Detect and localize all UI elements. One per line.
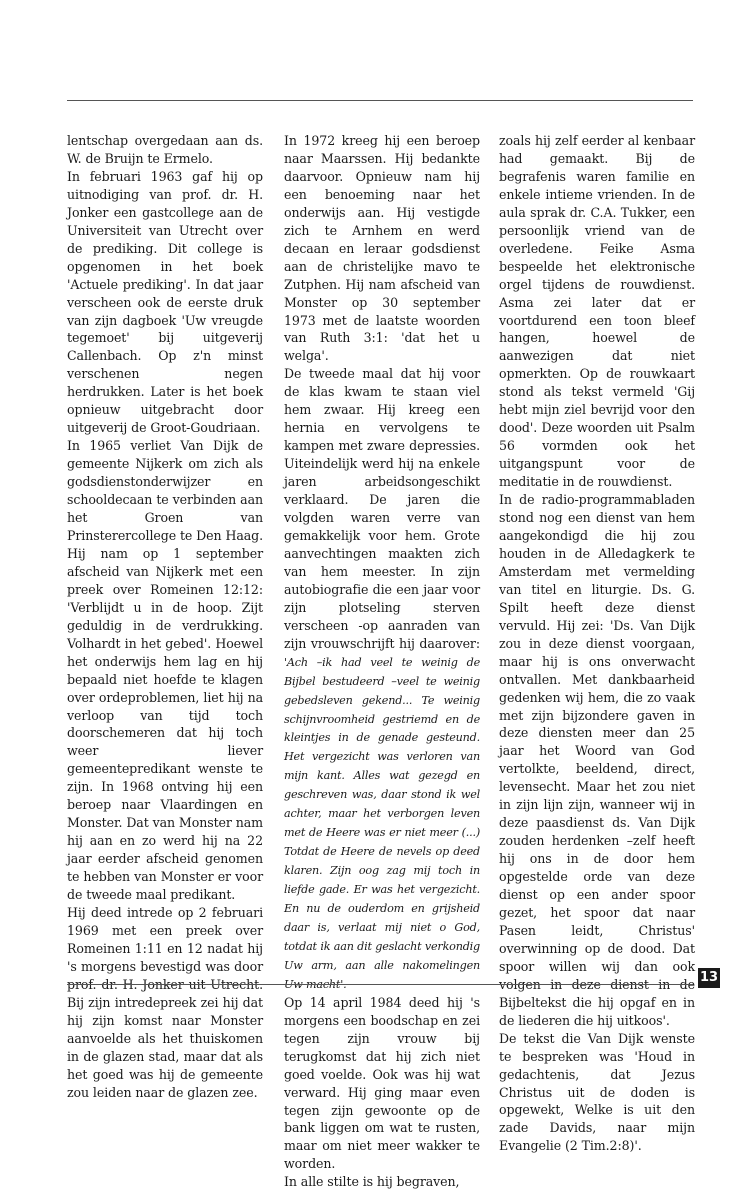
column-2 — [284, 132, 480, 1191]
paragraph: De tekst die Van Dijk wenste te bespreken was 'Houd in gedachtenis, dat Jezus Christus uit de doden is opgewekt, Welke is uit den zade Davids, naar mijn Evangelie (2 Tim.2:8)'. — [499, 1030, 695, 1154]
paragraph: In alle stilte is hij begraven, — [284, 1174, 460, 1190]
column-1 — [67, 132, 263, 1101]
quote: 'Ach –ik had veel te weinig de Bijbel bestudeerd –veel te weinig gebedsleven gekend... Te weinig schijnvroomheid gestriemd en de kleintjes in de genade gesteund. Het vergezicht was verloren van mijn kant. Alles wat gezegd en geschreven was, daar stond ik wel achter, maar het verborgen leven met de Heere was er niet meer (...) Totdat de Heere de nevels op deed klaren. Zijn oog zag mij toch in liefde gade. Er was het vergezicht. En nu de ouderdom en grijsheid daar is, verlaat mij niet o God, totdat ik aan dit geslacht verkondig Uw arm, aan alle nakomelingen Uw macht'. — [284, 655, 480, 991]
bottom-rule — [67, 984, 693, 985]
paragraph-text: De tweede maal dat hij voor de klas kwam te staan viel hem zwaar. Hij kreeg een hernia en vervolgens te kampen met zware depressies. Uiteindelijk werd hij na enkele jaren arbeidsongeschikt verklaard. De jaren die volgden waren verre van gemakkelijk voor hem. Grote aanvechtingen maakten zich van hem meester. In zijn autobiografie die een jaar voor zijn plotseling sterven verscheen -op aanraden van zijn vrouwschrijft hij daarover: — [284, 366, 480, 651]
top-rule — [67, 100, 693, 101]
paragraph: Op 14 april 1984 deed hij 's morgens een boodschap en zei tegen zijn vrouw bij terugkomst dat hij zich niet goed voelde. Ook was hij wat verward. Hij ging maar even tegen zijn gewoonte op de bank liggen om wat te rusten, maar om niet meer wakker te worden. — [284, 994, 480, 1172]
page-number: 13 — [698, 968, 720, 988]
paragraph: In 1972 kreeg hij een beroep naar Maarssen. Hij bedankte daarvoor. Opnieuw nam hij een benoeming naar het onderwijs aan. Hij vestigde zich te Arnhem en werd decaan en leraar godsdienst aan de christelijke mavo te Zutphen. Hij nam afscheid van Monster op 30 september 1973 met de laatste woorden van Ruth 3:1: 'dat het u welga'. — [284, 133, 480, 364]
paragraph: In februari 1963 gaf hij op uitnodiging van prof. dr. H. Jonker een gastcollege aan de Universiteit van Utrecht over de prediking. Dit college is opgenomen in het boek 'Actuele prediking'. In dat jaar verscheen ook de eerste druk van zijn dagboek 'Uw vreugde tegemoet' bij uitgeverij Callenbach. Op z'n minst verschenen negen herdrukken. Later is het boek opnieuw uitgebracht door uitgeverij de Groot-Goudriaan. — [67, 168, 263, 436]
column-3 — [499, 132, 695, 1155]
paragraph: In de radio-programmabladen stond nog een dienst van hem aangekondigd die hij zou houden in de Alledagkerk te Amsterdam met vermelding van titel en liturgie. Ds. G. Spilt heeft deze dienst vervuld. Hij zei: 'Ds. Van Dijk zou in deze dienst voorgaan, maar hij is ons onverwacht ontvallen. Met dankbaarheid gedenken wij hem, die zo vaak met zijn bijzondere gaven in deze diensten meer dan 25 jaar het Woord van God vertolkte, beeldend, direct, levensecht. Maar het zou niet in zijn lijn zijn, wanneer wij in deze paasdienst ds. Van Dijk zouden herdenken –zelf heeft hij ons in de door hem opgestelde orde van deze dienst op een ander spoor gezet, het spoor dat naar Pasen leidt, Christus' overwinning op de dood. Dat spoor willen wij dan ook volgen in deze dienst in de Bijbeltekst die hij opgaf en in de liederen die hij uitkoos'. — [499, 492, 695, 1028]
paragraph: zoals hij zelf eerder al kenbaar had gemaakt. Bij de begrafenis waren familie en enkele intieme vrienden. In de aula sprak dr. C.A. Tukker, een persoonlijk vriend van de overledene. Feike Asma bespeelde het elektronische orgel tijdens de rouwdienst. Asma zei later dat er voortdurend een toon bleef hangen, hoewel de aanwezigen dat niet opmerkten. Op de rouwkaart stond als tekst vermeld 'Gij hebt mijn ziel bevrijd voor den dood'. Deze woorden uit Psalm 56 vormden ook het uitgangspunt voor de meditatie in de rouwdienst. — [499, 133, 695, 490]
paragraph: lentschap overgedaan aan ds. W. de Bruijn te Ermelo. — [67, 133, 263, 166]
paragraph-with-quote — [284, 365, 480, 993]
paragraph: In 1965 verliet Van Dijk de gemeente Nijkerk om zich als godsdienstonderwijzer en schooldecaan te verbinden aan het Groen van Prinsterercollege te Den Haag. Hij nam op 1 september afscheid van Nijkerk met een preek over Romeinen 12:12: 'Verblijdt u in de hoop. Zijt geduldig in de verdrukking. Volhardt in het gebed'. Hoewel het onderwijs hem lag en hij bepaald niet hoefde te klagen over ordeproblemen, liet hij na verloop van tijd toch doorschemeren dat hij toch weer liever gemeentepredikant wenste te zijn. In 1968 ontving hij een beroep naar Vlaardingen en Monster. Dat van Monster nam hij aan en zo werd hij na 22 jaar eerder afscheid genomen te hebben van Monster er voor de tweede maal predikant. — [67, 438, 264, 903]
paragraph: Hij deed intrede op 2 februari 1969 met een preek over Romeinen 1:11 en 12 nadat hij 's morgens bevestigd was door prof. dr. H. Jonker uit Utrecht. Bij zijn intredepreek zei hij dat hij zijn komst naar Monster aanvoelde als het thuiskomen in de glazen stad, maar dat als het goed was hij de gemeente zou leiden naar de glazen zee. — [67, 904, 263, 1100]
